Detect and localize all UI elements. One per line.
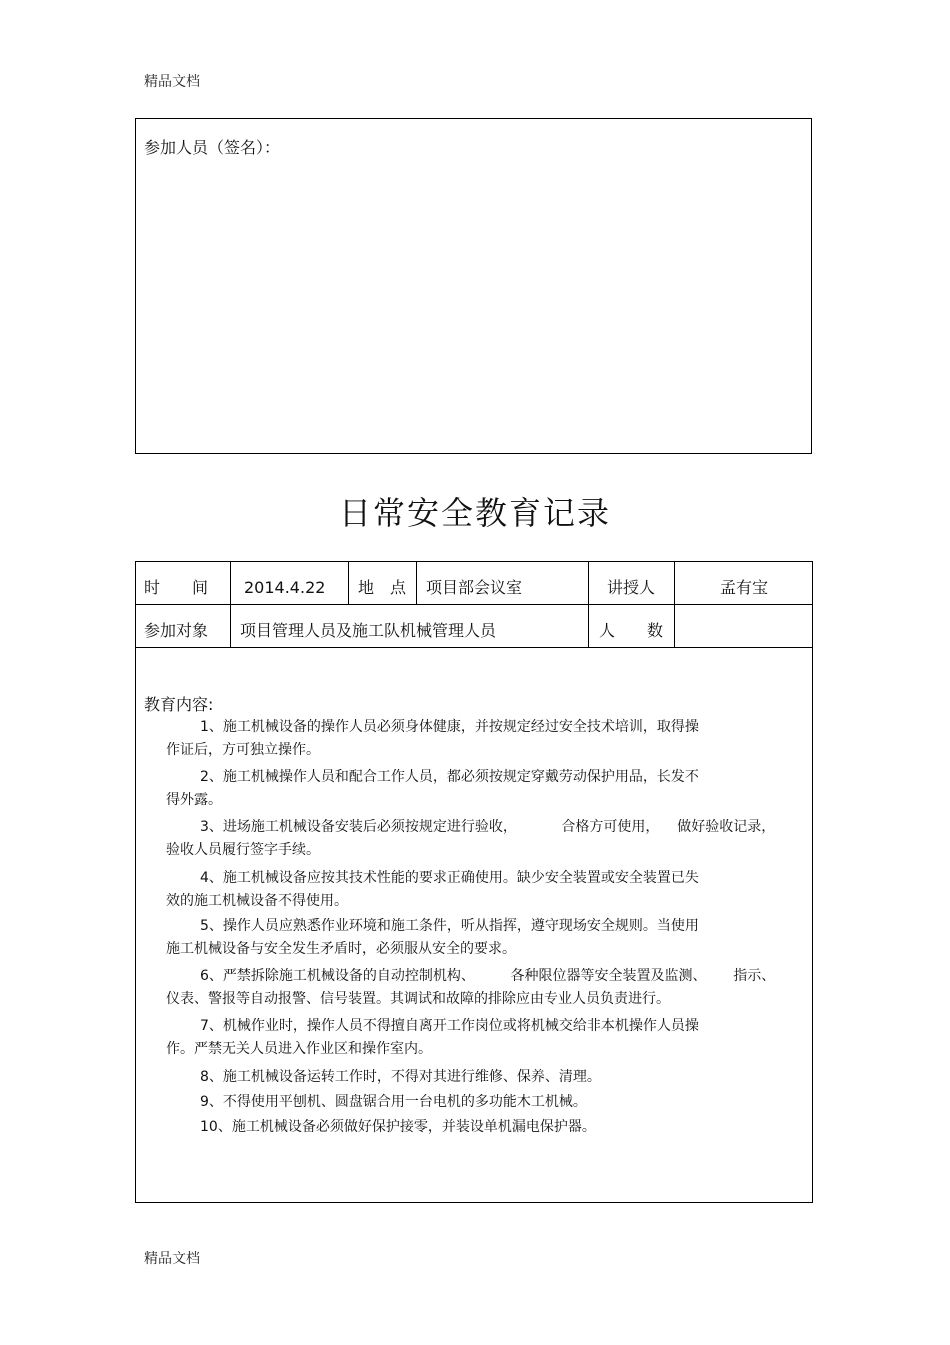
row-divider: [136, 647, 812, 648]
row-divider: [136, 604, 812, 605]
signature-label: 参加人员（签名）：: [144, 138, 281, 157]
watermark-bottom: 精品文档: [144, 1251, 200, 1267]
item-line: 6、严禁拆除施工机械设备的自动控制机构、 各种限位器等安全装置及监测、 指示、: [200, 968, 776, 984]
list-item: [166, 1116, 786, 1139]
item-line: 效的施工机械设备不得使用。: [166, 893, 348, 909]
item-line: 得外露。: [166, 792, 222, 808]
list-item: [166, 1015, 786, 1061]
watermark-top: 精品文档: [144, 74, 200, 90]
item-line: 3、进场施工机械设备安装后必须按规定进行验收， 合格方可使用， 做好验收记录，: [200, 819, 776, 835]
column-divider: [674, 562, 675, 647]
list-item: [166, 867, 786, 913]
item-line: 作。严禁无关人员进入作业区和操作室内。: [166, 1041, 432, 1057]
page-title: 日常安全教育记录: [338, 494, 611, 532]
signature-box: [135, 118, 812, 454]
item-line: 7、机械作业时，操作人员不得擅自离开工作岗位或将机械交给非本机操作人员操: [200, 1018, 699, 1034]
time-value: 2014.4.22: [244, 578, 326, 597]
lecturer-value: 孟有宝: [719, 578, 768, 597]
item-line: 施工机械设备与安全发生矛盾时，必须服从安全的要求。: [166, 941, 516, 957]
item-line: 验收人员履行签字手续。: [166, 842, 320, 858]
audience-label: 参加对象: [144, 621, 209, 640]
list-item: [166, 766, 786, 812]
time-label: 时 间: [144, 578, 209, 597]
item-line: 作证后，方可独立操作。: [166, 742, 320, 758]
item-line: 4、施工机械设备应按其技术性能的要求正确使用。缺少安全装置或安全装置已失: [200, 870, 699, 886]
column-divider: [348, 562, 349, 604]
list-item: [166, 1091, 786, 1114]
item-line: 1、施工机械设备的操作人员必须身体健康，并按规定经过安全技术培训，取得操: [200, 719, 699, 735]
item-line: 仪表、警报等自动报警、信号装置。其调试和故障的排除应由专业人员负责进行。: [166, 991, 670, 1007]
count-label: 人 数: [598, 621, 663, 640]
item-line: 2、施工机械操作人员和配合工作人员，都必须按规定穿戴劳动保护用品，长发不: [200, 769, 699, 785]
item-line: 8、施工机械设备运转工作时，不得对其进行维修、保养、清理。: [200, 1069, 601, 1085]
place-value: 项目部会议室: [426, 578, 523, 597]
list-item: [166, 716, 786, 762]
item-line: 9、不得使用平刨机、圆盘锯合用一台电机的多功能木工机械。: [200, 1094, 587, 1110]
list-item: [166, 965, 786, 1011]
record-table: [135, 561, 813, 1203]
list-item: [166, 915, 786, 961]
place-label: 地 点: [358, 578, 407, 597]
list-item: [166, 1066, 786, 1089]
list-item: [166, 816, 786, 862]
item-line: 10、施工机械设备必须做好保护接零，并装设单机漏电保护器。: [200, 1119, 596, 1135]
column-divider: [416, 562, 417, 604]
audience-value: 项目管理人员及施工队机械管理人员: [240, 621, 497, 640]
lecturer-label: 讲授人: [606, 578, 655, 597]
item-line: 5、操作人员应熟悉作业环境和施工条件，听从指挥，遵守现场安全规则。当使用: [200, 918, 699, 934]
column-divider: [230, 562, 231, 647]
content-heading: 教育内容:: [144, 695, 214, 714]
